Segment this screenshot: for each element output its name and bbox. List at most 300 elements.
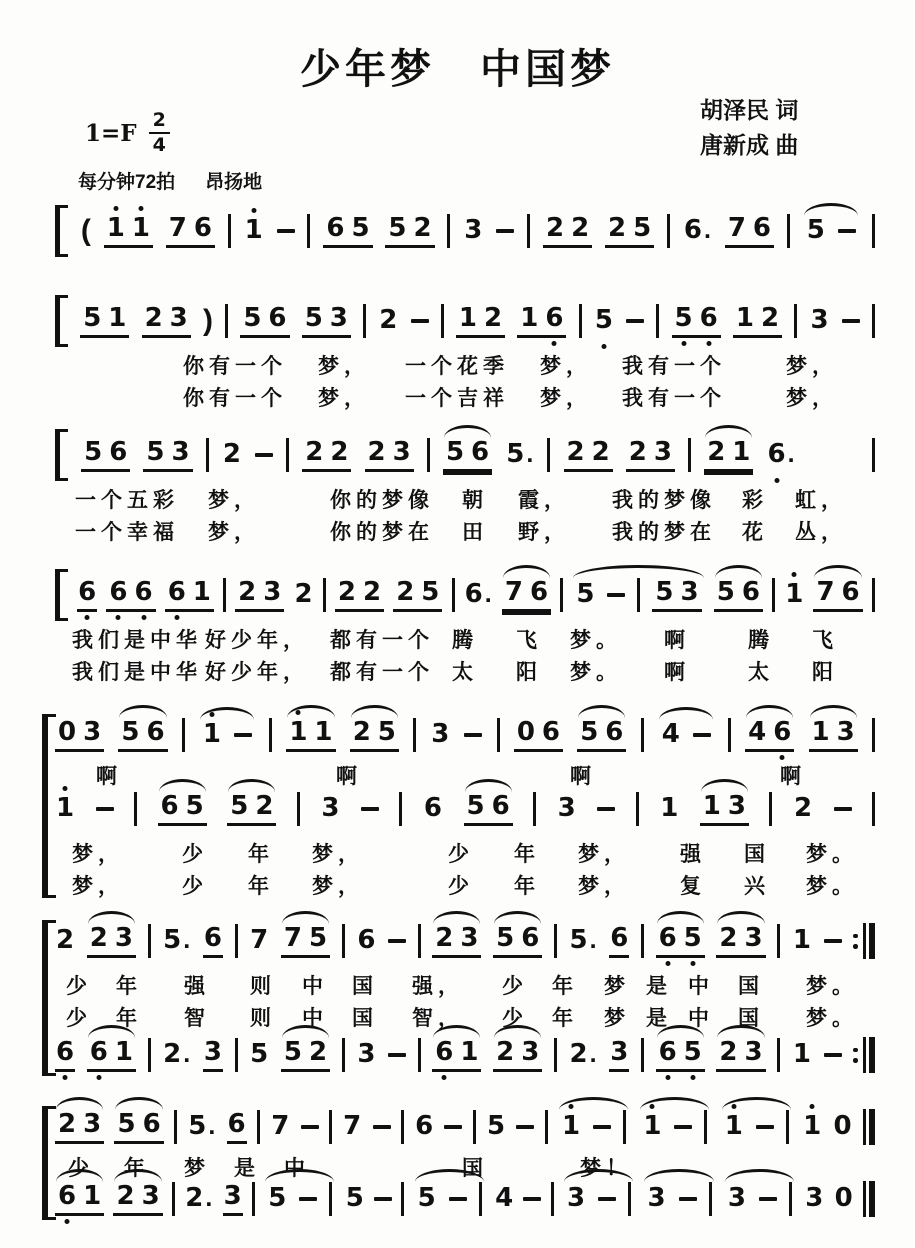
note-digit: 1 xyxy=(811,716,830,747)
barline xyxy=(447,214,450,248)
thin-barline xyxy=(863,1109,866,1145)
duration-dash xyxy=(277,229,295,233)
note-digit: 3 xyxy=(171,436,190,467)
lyric-syllable: 梦， xyxy=(786,355,838,378)
note-digit: 3 xyxy=(169,302,188,333)
lyric-syllable: 腾 xyxy=(748,629,774,652)
barline xyxy=(323,578,326,612)
note xyxy=(120,718,140,748)
note xyxy=(495,1038,515,1068)
note-digit: 6 xyxy=(464,579,483,610)
note-digit: 6 xyxy=(773,716,792,747)
tempo-marking xyxy=(78,167,915,194)
note-digit: 6 xyxy=(326,212,345,243)
note xyxy=(463,216,483,246)
note xyxy=(229,792,249,822)
lyric-syllable: 强 xyxy=(680,843,706,866)
beam-group xyxy=(502,578,551,613)
lyricist-credit: 胡泽民 词 xyxy=(700,97,799,123)
note-digit: 0 xyxy=(833,1111,852,1142)
augmentation-dot: . xyxy=(183,1040,191,1069)
lyric-syllable: 少 xyxy=(182,843,208,866)
lyric-syllable: 年 xyxy=(116,975,142,998)
lyric-syllable: 强， xyxy=(412,975,464,998)
note-digit: 2 xyxy=(330,436,349,467)
duration-dash xyxy=(593,1125,611,1129)
beam-group xyxy=(626,438,675,473)
beam-group xyxy=(716,924,765,959)
beam-group xyxy=(118,718,167,753)
note-digit: 3 xyxy=(647,1183,666,1214)
note xyxy=(342,1112,362,1142)
barline xyxy=(252,1182,255,1216)
note-digit: 6 xyxy=(415,1111,434,1142)
note xyxy=(107,304,127,334)
note xyxy=(628,438,648,468)
lyric-row xyxy=(0,622,915,654)
note xyxy=(83,438,103,468)
lyric-syllable: 彩 xyxy=(742,489,768,512)
note xyxy=(486,1112,506,1142)
lyric-syllable: 年 xyxy=(514,875,540,898)
note-digit: 1 xyxy=(458,302,477,333)
note xyxy=(222,440,242,470)
barline xyxy=(786,1110,789,1144)
note xyxy=(741,578,761,608)
note xyxy=(267,304,287,334)
note-digit: 5 xyxy=(230,790,249,821)
voice-system-3 xyxy=(0,1104,915,1222)
note-digit: 5 xyxy=(806,215,825,246)
note xyxy=(604,718,624,748)
note xyxy=(811,718,831,748)
beam-group xyxy=(143,438,192,473)
note xyxy=(249,926,269,956)
note xyxy=(55,1038,75,1073)
lyric-syllable: 一个五彩 xyxy=(75,489,179,512)
barline xyxy=(789,1182,792,1216)
note-digit: 1 xyxy=(460,1036,479,1067)
beam-group xyxy=(393,578,442,613)
barline xyxy=(637,578,640,612)
note xyxy=(494,1184,514,1214)
note-digit: 3 xyxy=(521,1036,540,1067)
lyric-syllable: 我有一个 xyxy=(622,355,726,378)
slur-arc xyxy=(746,705,793,718)
note-digit: 1 xyxy=(803,1111,822,1142)
note xyxy=(727,214,747,244)
note xyxy=(561,1112,581,1142)
note xyxy=(747,718,767,748)
beam-group xyxy=(714,578,763,613)
barline xyxy=(452,578,455,612)
lyric-syllable: 年 xyxy=(552,975,578,998)
note-digit: 1 xyxy=(732,436,751,467)
note-digit: 2 xyxy=(569,1039,588,1070)
lyric-syllable: 我的梦像 xyxy=(612,489,716,512)
note-digit: 3 xyxy=(727,790,746,821)
note-digit: 2 xyxy=(484,302,503,333)
note xyxy=(575,580,595,610)
barline xyxy=(547,438,550,472)
lyric-syllable: 梦。 xyxy=(806,1007,858,1030)
barline xyxy=(329,1110,332,1144)
note xyxy=(420,578,440,608)
note xyxy=(77,578,97,613)
note xyxy=(270,1112,290,1142)
lyric-syllable: 中 xyxy=(302,975,328,998)
barline xyxy=(148,1038,151,1072)
voice-system-2 xyxy=(0,918,915,1078)
note xyxy=(114,1038,134,1068)
slur-arc xyxy=(717,911,764,924)
note-digit: 1 xyxy=(792,925,811,956)
note xyxy=(680,578,700,608)
note-digit: 6 xyxy=(741,576,760,607)
barline xyxy=(545,1110,548,1144)
note-digit: 6 xyxy=(167,576,186,607)
slur-arc xyxy=(573,565,703,578)
note-digit: 5 xyxy=(121,716,140,747)
beam-group xyxy=(55,1182,104,1217)
note-digit: 1 xyxy=(561,1111,581,1142)
note-digit: 5 xyxy=(308,922,328,953)
note-digit: 1 xyxy=(108,302,127,333)
note-digit: 1 xyxy=(192,576,211,607)
note xyxy=(108,578,128,608)
duration-dash xyxy=(411,319,429,323)
note-digit: 5 xyxy=(569,925,588,956)
lyric-row xyxy=(0,836,915,868)
barline xyxy=(560,578,563,612)
barline xyxy=(342,1038,345,1072)
note-digit: 7 xyxy=(727,212,746,243)
note-digit: 6 xyxy=(752,212,772,243)
barline xyxy=(688,438,691,472)
lyric-syllable: 梦。 xyxy=(806,975,858,998)
note-digit: 6 xyxy=(193,212,212,243)
beam-group xyxy=(464,792,513,827)
lyric-syllable: 阳 xyxy=(812,661,838,684)
lyric-syllable: 梦， xyxy=(540,355,592,378)
meter-denominator: 4 xyxy=(152,134,166,156)
lyric-syllable: 野， xyxy=(518,521,570,544)
lyric-syllable: 你的梦像 xyxy=(330,489,434,512)
note-digit: 6 xyxy=(491,790,510,821)
note xyxy=(106,214,126,244)
note-digit: 3 xyxy=(357,1039,376,1070)
barline xyxy=(235,1038,238,1072)
note-digit: 7 xyxy=(504,576,523,607)
note xyxy=(395,578,415,608)
expression-marking: 昂扬地 xyxy=(205,172,263,193)
lyric-syllable: 年 xyxy=(248,843,274,866)
lyric-syllable: 梦， xyxy=(72,875,124,898)
duration-dash xyxy=(824,1053,842,1057)
lyric-syllable: 丛， xyxy=(795,521,847,544)
tie-span xyxy=(572,578,704,613)
tie-span xyxy=(658,720,714,750)
note xyxy=(752,214,772,244)
note-digit: 6 xyxy=(683,215,703,246)
note-digit: 0 xyxy=(516,716,535,747)
lyric-syllable: 太 xyxy=(748,661,774,684)
rest-note xyxy=(834,1184,854,1214)
note-digit: 2 xyxy=(379,305,398,336)
duration-dash xyxy=(255,453,273,457)
lyric-syllable: 少 xyxy=(448,875,474,898)
note xyxy=(108,438,128,468)
note xyxy=(169,304,189,334)
note xyxy=(430,720,450,750)
note-digit: 6 xyxy=(58,1180,77,1211)
note-digit: 6 xyxy=(134,576,153,607)
note-digit: 5 xyxy=(674,302,693,333)
notation-row-voice2a xyxy=(55,918,875,964)
note xyxy=(294,580,314,610)
note-digit: 5 xyxy=(487,1111,506,1142)
notation-row-voice2b xyxy=(55,1032,875,1078)
lyric-syllable: 你有一个 xyxy=(183,355,287,378)
lyric-syllable: 梦。 xyxy=(806,875,858,898)
barline xyxy=(623,1110,626,1144)
beam-group xyxy=(302,438,351,473)
note-digit: 5 xyxy=(388,212,407,243)
note xyxy=(352,718,372,748)
lyric-row xyxy=(0,868,915,900)
lyric-syllable: 复 xyxy=(680,875,706,898)
note xyxy=(654,578,674,608)
note xyxy=(304,438,324,468)
barline xyxy=(872,718,875,752)
note-digit: 2 xyxy=(144,302,163,333)
voice-system-1 xyxy=(0,712,915,900)
note xyxy=(57,1110,77,1140)
slur-arc xyxy=(444,425,491,438)
note-digit: 5 xyxy=(506,439,525,470)
note-digit: 6 xyxy=(109,436,128,467)
beam-group xyxy=(813,578,862,613)
duration-dash xyxy=(496,229,514,233)
lyric-syllable: 梦， xyxy=(318,387,370,410)
note xyxy=(505,440,534,470)
lyric-syllable: 一个幸福 xyxy=(75,521,179,544)
duration-dash xyxy=(96,807,114,811)
lyric-syllable: 阳 xyxy=(516,661,542,684)
note-digit: 2 xyxy=(294,579,313,610)
note-digit: 7 xyxy=(343,1111,362,1142)
augmentation-dot: . xyxy=(484,580,492,609)
note xyxy=(793,794,813,824)
tie-span xyxy=(721,1110,792,1144)
barline xyxy=(427,438,430,472)
duration-dash xyxy=(373,1125,391,1129)
note-digit: 1 xyxy=(785,579,804,610)
note xyxy=(423,794,443,824)
note xyxy=(171,438,191,468)
barline xyxy=(641,718,644,752)
barline xyxy=(579,304,582,338)
note xyxy=(569,926,598,956)
note-digit: 2 xyxy=(163,1039,182,1070)
note-digit: 2 xyxy=(367,436,386,467)
lyric-row xyxy=(0,654,915,686)
lyric-syllable: 好少年， xyxy=(205,661,309,684)
note xyxy=(160,792,180,822)
note-digit: 1 xyxy=(735,302,754,333)
note xyxy=(115,1182,135,1212)
note xyxy=(545,214,565,244)
lyric-row xyxy=(0,968,915,1000)
note xyxy=(193,214,213,244)
note xyxy=(145,438,165,468)
note xyxy=(192,578,212,608)
note-digit: 1 xyxy=(83,1180,102,1211)
note-digit: 1 xyxy=(289,716,308,747)
lyric-syllable: 我的梦在 xyxy=(612,521,716,544)
barline xyxy=(628,1182,631,1216)
note-digit: 3 xyxy=(83,716,102,747)
note-digit: 0 xyxy=(834,1183,853,1214)
notation-row-voice3a xyxy=(55,1104,875,1150)
note-digit: 3 xyxy=(727,1183,746,1214)
lyric-syllable: 我有一个 xyxy=(622,387,726,410)
note xyxy=(82,304,102,334)
note-digit: 3 xyxy=(460,922,479,953)
lyric-row xyxy=(0,380,915,412)
thick-barline xyxy=(869,1181,875,1217)
parenthesis: ( xyxy=(80,214,91,247)
note xyxy=(483,304,503,334)
duration-dash xyxy=(824,939,842,943)
barline xyxy=(182,718,185,752)
note xyxy=(802,1112,822,1142)
duration-dash xyxy=(607,593,625,597)
thick-barline xyxy=(869,923,875,959)
note-digit: 5 xyxy=(496,922,515,953)
barline xyxy=(551,1182,554,1216)
note-digit: 6 xyxy=(56,1036,75,1067)
note-digit: 2 xyxy=(496,1036,515,1067)
note-digit: 5 xyxy=(576,579,595,610)
note xyxy=(356,1040,376,1070)
lyric-syllable: 啊 xyxy=(780,765,806,788)
beam-group xyxy=(87,924,136,959)
beam-group xyxy=(113,1182,162,1217)
note xyxy=(792,926,812,956)
lyric-syllable: 是 xyxy=(646,975,672,998)
note-digit: 5 xyxy=(117,1108,136,1139)
note-digit: 2 xyxy=(545,212,565,243)
beam-group xyxy=(281,924,330,959)
lyric-syllable: 腾 xyxy=(452,629,478,652)
note-digit: 1 xyxy=(792,1039,811,1070)
note-digit: 2 xyxy=(58,1108,77,1139)
slur-arc xyxy=(578,705,625,718)
tie-span xyxy=(724,1182,795,1216)
note-digit: 5 xyxy=(445,436,465,467)
opening-bracket xyxy=(55,295,68,347)
barline xyxy=(413,718,416,752)
beam-group xyxy=(385,214,434,249)
lyric-syllable: 国 xyxy=(352,975,378,998)
barline xyxy=(641,924,644,958)
lyric-syllable: 少 xyxy=(68,1157,94,1180)
slur-arc xyxy=(810,705,857,718)
note-digit: 3 xyxy=(321,793,340,824)
lyric-syllable: 梦， xyxy=(208,489,260,512)
note xyxy=(642,1112,662,1142)
note xyxy=(329,304,349,334)
note xyxy=(82,718,102,748)
beam-group xyxy=(80,304,129,339)
note-digit: 1 xyxy=(114,1036,133,1067)
note xyxy=(114,924,134,954)
duration-dash xyxy=(516,1125,534,1129)
lyric-syllable: 年 xyxy=(124,1157,150,1180)
repeat-dot xyxy=(853,1048,858,1053)
note-digit: 2 xyxy=(238,576,257,607)
lyric-syllable: 梦， xyxy=(578,843,630,866)
barline xyxy=(257,1110,260,1144)
note xyxy=(145,718,165,748)
tie-span xyxy=(643,1182,714,1216)
beam-group xyxy=(745,718,794,753)
note xyxy=(459,924,479,954)
beam-group xyxy=(564,438,613,473)
lyric-syllable: 中 xyxy=(284,1157,310,1180)
barline xyxy=(872,438,875,472)
note xyxy=(313,718,333,748)
note-digit: 6 xyxy=(541,716,561,747)
beam-group xyxy=(733,304,782,339)
note xyxy=(591,438,611,468)
note-digit: 2 xyxy=(185,1183,204,1214)
note-digit: 4 xyxy=(495,1183,514,1214)
note xyxy=(434,1038,454,1068)
lyric-syllable: 少 xyxy=(182,875,208,898)
note xyxy=(57,1182,77,1212)
note-digit: 4 xyxy=(661,719,680,750)
note xyxy=(187,1112,216,1142)
barline xyxy=(401,1110,404,1144)
note xyxy=(566,438,586,468)
duration-dash xyxy=(759,1197,777,1201)
beam-group xyxy=(543,214,592,249)
note xyxy=(841,578,861,608)
lyric-syllable: 都有一个 xyxy=(330,629,434,652)
note-digit: 3 xyxy=(680,576,699,607)
note xyxy=(809,306,829,336)
note-digit: 2 xyxy=(305,436,324,467)
beam-group xyxy=(81,438,130,473)
lyric-syllable: 则 xyxy=(250,975,276,998)
note xyxy=(653,438,673,468)
barline xyxy=(206,438,209,472)
note xyxy=(350,214,370,244)
note xyxy=(168,214,188,244)
barline xyxy=(667,214,670,248)
final-barline xyxy=(863,1181,875,1217)
barline xyxy=(777,1038,780,1072)
key-label: 1=F xyxy=(85,119,137,147)
note-digit: 1 xyxy=(724,1111,743,1142)
note xyxy=(594,306,614,336)
note-digit: 6 xyxy=(109,576,128,607)
slur-arc xyxy=(494,911,541,924)
lyric-syllable: 我们是中华 xyxy=(72,629,202,652)
note-digit: 6 xyxy=(521,922,540,953)
